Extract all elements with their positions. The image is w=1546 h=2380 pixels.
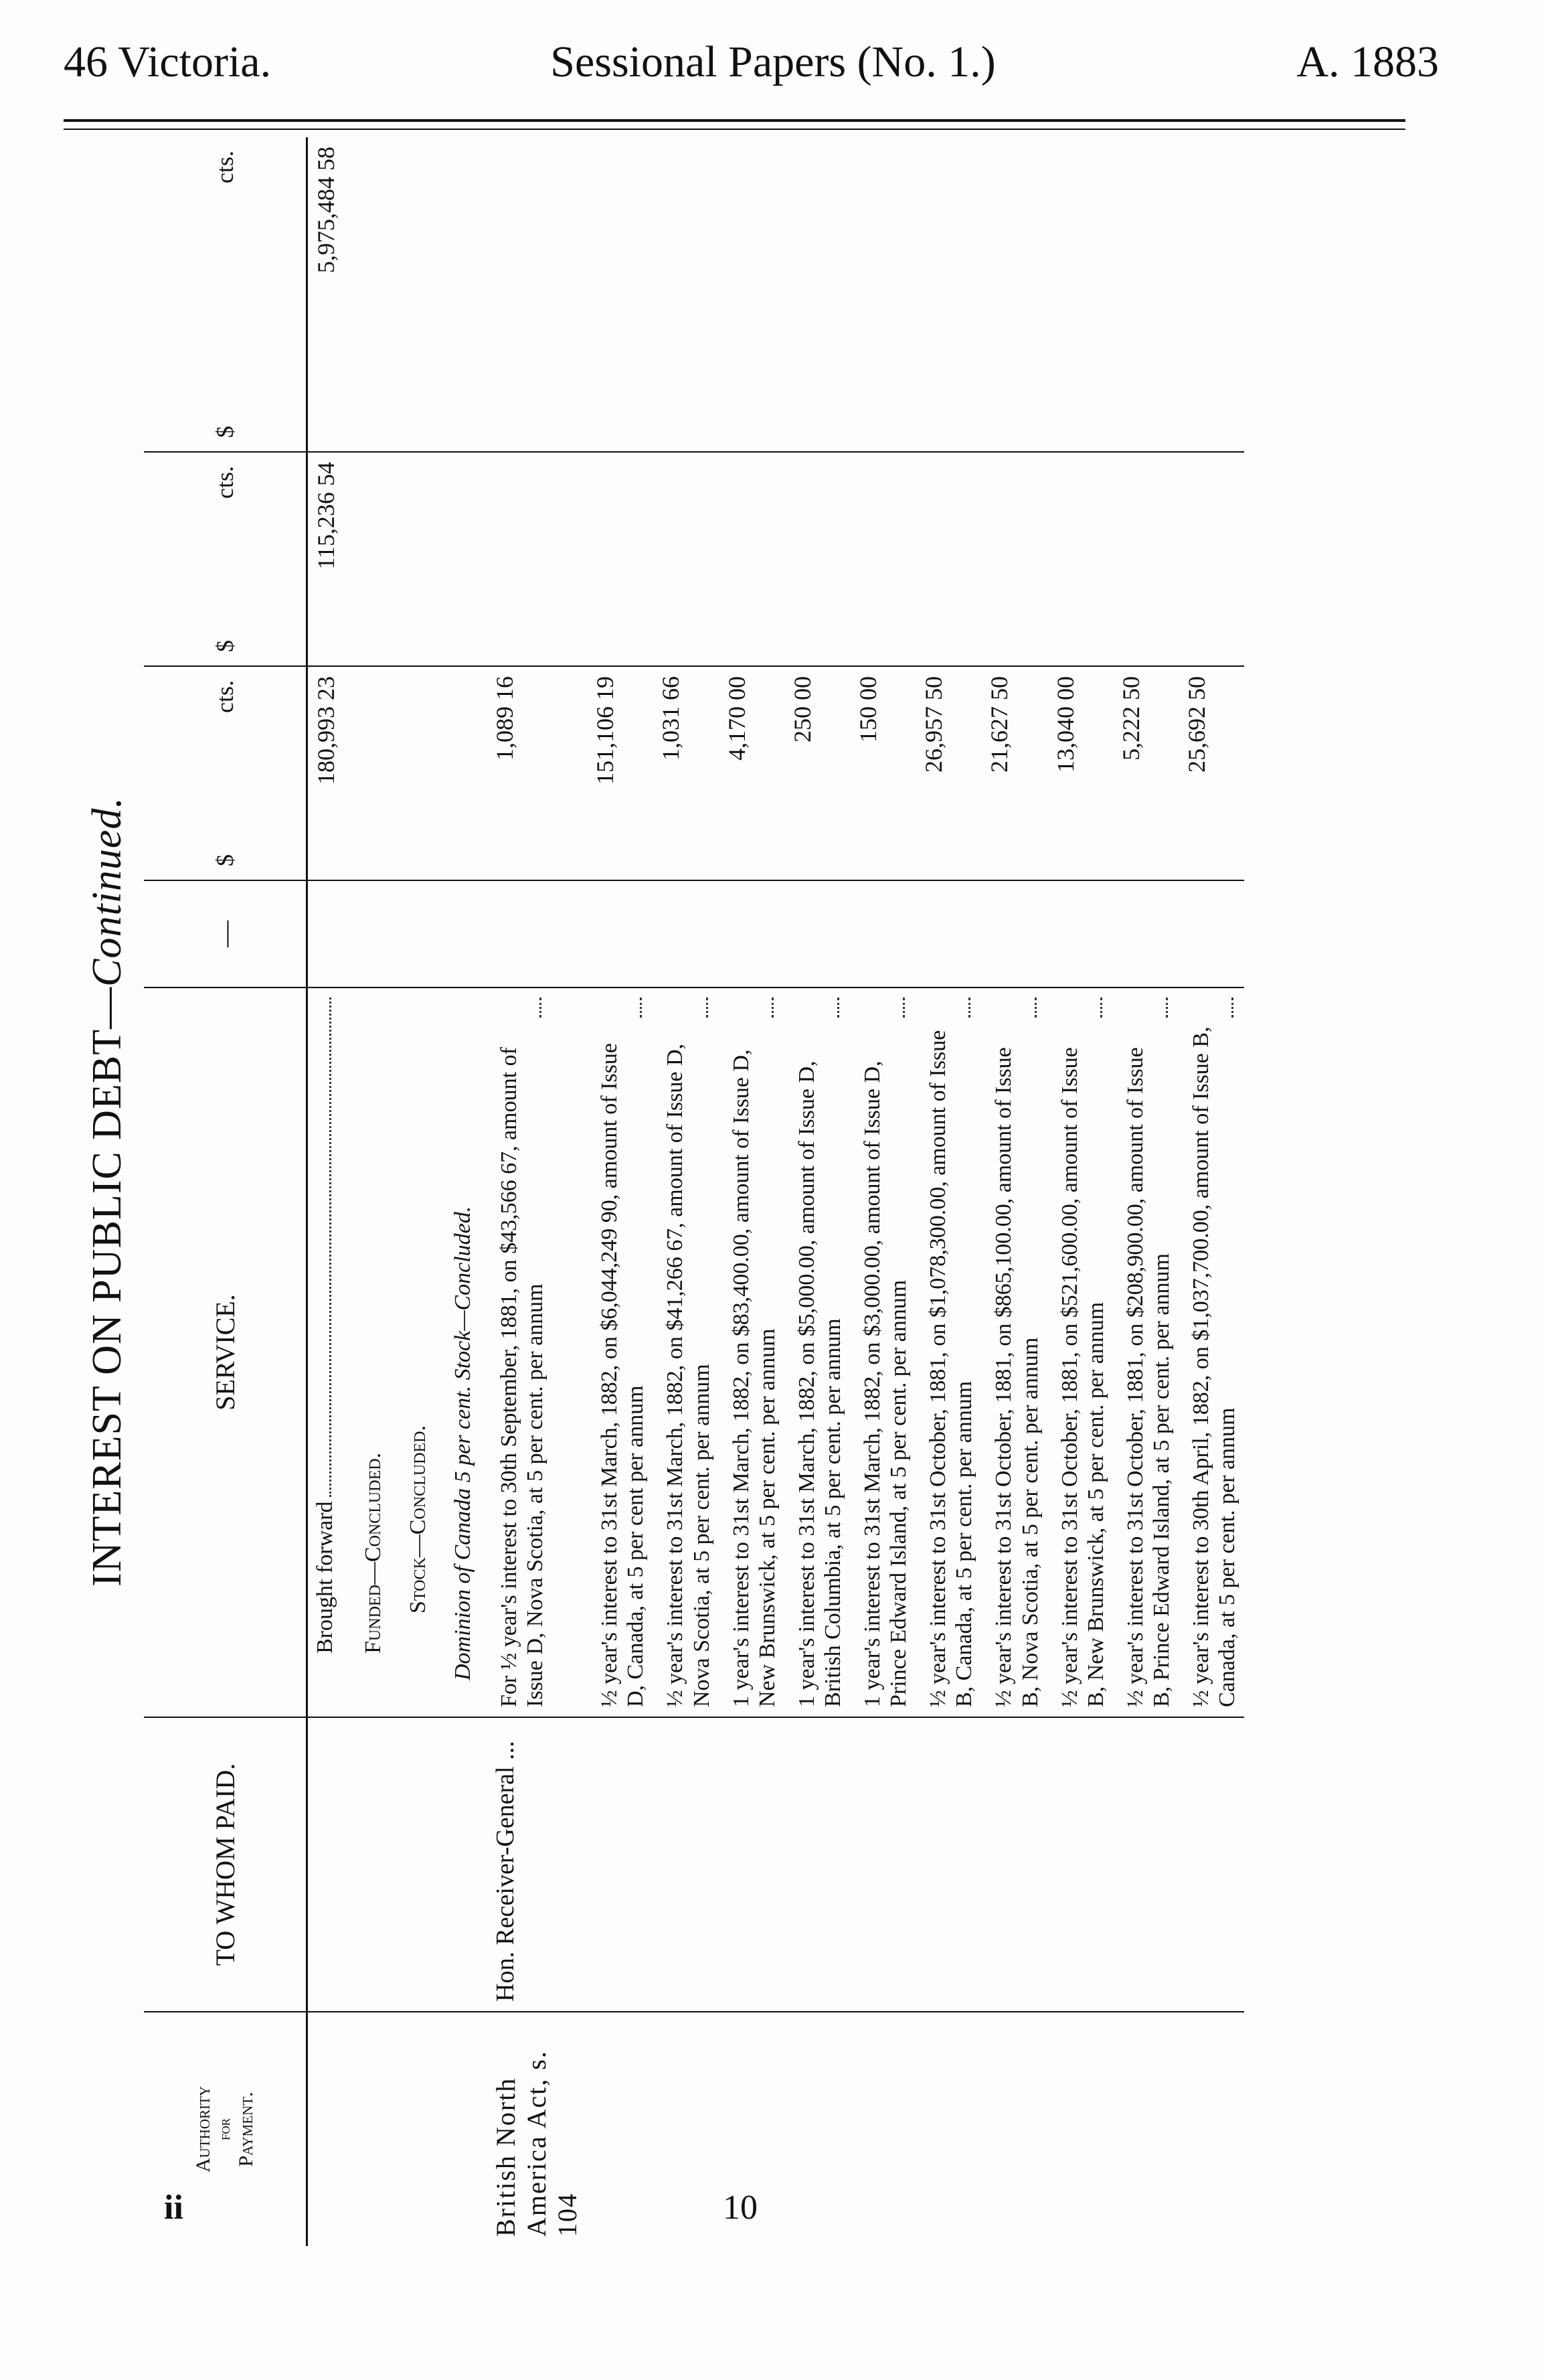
entry-amount: 25,692 50 [1179,666,1244,880]
entry-amount: 13,040 00 [1047,666,1113,880]
col-dash: — [144,880,307,987]
entry-amount: 4,170 00 [719,666,784,880]
table-row [1047,137,1113,2246]
section-dominion: Dominion of Canada 5 per cent. Stock—Concluded. [450,1206,476,1680]
table-row [1179,137,1244,2246]
table-row [916,137,981,2246]
entry-description: ½ year's interest to 31st October, 1881, on $1,078,300.00, amount of Issue B, Canada, at 5 per cent. per annum [926,1030,977,1707]
entry-description: 1 year's interest to 31st March, 1882, on $83,400.00, amount of Issue D, New Brunswick, at 5 per cent. per annum [728,1049,780,1707]
table-row [1113,137,1179,2246]
table-row [719,137,784,2246]
entry-description: ½ year's interest to 30th April, 1882, on $1,037,700.00, amount of Issue B, Canada, at 5 per cent. per annum [1188,1026,1240,1707]
brought-forward-amount-2: 115,236 54 [307,452,345,666]
header-rule-thin [64,129,1405,130]
col-service: SERVICE. [144,987,307,1717]
col-amount-1: $ cts. [144,666,307,880]
entry-amount: 1,089 16 [487,666,587,880]
entry-amount: 250 00 [784,666,850,880]
entry-description: For ½ year's interest to 30th September, 1881, on $43,566 67, amount of Issue D, Nova Scotia, at 5 per cent. per annum [497,1047,548,1707]
entry-amount: 5,222 50 [1113,666,1179,880]
header-year: A. 1883 [1296,37,1439,86]
rotated-table-region [84,137,1402,2246]
brought-forward-row [307,137,345,2246]
entry-description: ½ year's interest to 31st October, 1881, on $865,100.00, amount of Issue B, Nova Scotia, at 5 per cent. per annum [991,1047,1043,1707]
col-amount-3: $ cts. [144,137,307,452]
table-row [981,137,1047,2246]
entry-amount: 21,627 50 [981,666,1047,880]
entry-amount: 151,106 19 [587,666,653,880]
col-to-whom: TO WHOM PAID. [144,1717,307,2012]
header-session: 46 Victoria. [64,37,272,86]
col-amount-2: $ cts. [144,452,307,666]
table-header-row [144,137,307,2246]
entry-description: ½ year's interest to 31st March, 1882, on $41,266 67, amount of Issue D, Nova Scotia, at 5 per cent. per annum [663,1043,714,1707]
header-papers: Sessional Papers (No. 1.) [550,37,996,86]
entry-description: 1 year's interest to 31st March, 1882, on $3,000.00, amount of Issue D, Prince Edward Island, at 5 per cent. per annum [860,1060,912,1707]
table-row [784,137,850,2246]
page-header [0,37,1546,90]
brought-forward-label: Brought forward [313,1501,337,1654]
header-rule [64,119,1405,122]
section-stock: Stock—Concluded. [406,1425,431,1613]
entry-description: ½ year's interest to 31st October, 1881, on $208,900.00, amount of Issue B, Prince Edward Island, at 5 per cent. per annum [1122,1047,1174,1707]
footer-page-number: 10 [723,2189,758,2227]
rotated-table [84,137,1402,2246]
footer-roman: ii [164,2189,183,2227]
table-row [653,137,718,2246]
table-row [487,137,587,2246]
table-row [587,137,653,2246]
table-row [850,137,916,2246]
brought-forward-amount-1: 180,993 23 [307,666,345,880]
to-whom-cell: Hon. Receiver-General ... [487,1717,587,2012]
entry-description: ½ year's interest to 31st October, 1881, on $521,600.00, amount of Issue B, New Brunswick, at 5 per cent. per annum [1057,1047,1108,1707]
entry-description: ½ year's interest to 31st March, 1882, on $6,044,249 90, amount of Issue D, Canada, at 5 per cent per annum [597,1043,649,1707]
interest-ledger [144,137,1244,2246]
section-labels-row [344,137,487,2246]
brought-forward-amount-3: 5,975,484 58 [307,137,345,452]
authority-cell: British North America Act, s. 104 [491,2050,583,2237]
table-title: INTEREST ON PUBLIC DEBT—Continued. [84,797,130,1587]
col-authority: Authority for Payment. [144,2012,307,2246]
entry-description: 1 year's interest to 31st March, 1882, on $5,000.00, amount of Issue D, British Columbia, at 5 per cent. per annum [794,1060,845,1707]
entry-amount: 150 00 [850,666,916,880]
entry-amount: 1,031 66 [653,666,718,880]
entry-amount: 26,957 50 [916,666,981,880]
section-funded: Funded—Concluded. [361,1452,385,1654]
